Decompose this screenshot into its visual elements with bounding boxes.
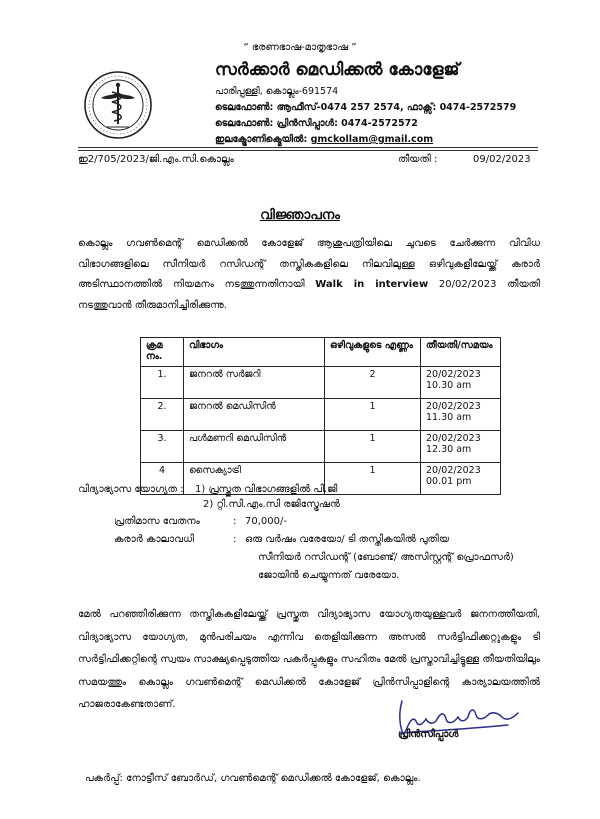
walk-in-label: Walk in interview <box>315 279 429 290</box>
row-time: 10.30 am <box>426 380 472 391</box>
office-phone: ടെലഫോൺ: ആഫീസ്-0474 257 2574, ഫാക്സ്: 0474-2572579 <box>215 102 517 113</box>
principal-title: പ്രിൻസിപ്പാൾ <box>398 729 459 740</box>
qualification-2: 2) റ്റി.സി.എം.സി രജിസ്ട്രേഷൻ <box>203 499 340 510</box>
row-vacancies: 1 <box>325 463 421 495</box>
intro-paragraph <box>78 234 540 316</box>
row-time: 00.01 pm <box>426 476 472 487</box>
table-row <box>141 399 501 431</box>
notice-heading-text: വിജ്ഞാപനം <box>260 207 340 223</box>
row-vacancies: 1 <box>325 431 421 463</box>
contract-term-colon: : <box>233 534 237 545</box>
row-date: 20/02/2023 <box>426 433 481 444</box>
row-department: പൾമണറി മെഡിസിൻ <box>184 431 325 463</box>
row-serial: 1. <box>141 367 184 399</box>
row-serial: 2. <box>141 399 184 431</box>
row-serial: 3. <box>141 431 184 463</box>
row-vacancies: 2 <box>325 367 421 399</box>
row-date-time <box>421 431 501 463</box>
row-department: ജനറൽ മെഡിസിൻ <box>184 399 325 431</box>
contract-term-line2: സീനിയർ റസിഡന്റ് (ബോണ്ട്/ അസിസ്റ്റന്റ് പ്രൊഫസർ) <box>258 552 514 563</box>
row-time: 12.30 am <box>426 444 472 455</box>
reference-number: ഇ2/705/2023/ജി.എം.സി.കൊല്ലം <box>78 154 234 165</box>
date-label: തീയതി : <box>398 154 438 165</box>
row-department: ജനറൽ സർജറി <box>184 367 325 399</box>
email-label: ഇലക്ട്രോണിക്മെയിൽ: <box>215 134 308 145</box>
row-date-time <box>421 399 501 431</box>
row-time: 11.30 am <box>426 412 472 423</box>
copy-to: പകർപ്പ്: നോട്ടീസ് ബോർഡ്, ഗവൺമെന്റ് മെഡിക്കൽ കോളേജ്, കൊല്ലം. <box>85 773 421 784</box>
table-row <box>141 431 501 463</box>
header-date-time: തീയതി/സമയം <box>421 338 501 367</box>
college-address: പാരിപ്പള്ളി, കൊല്ലം-691574 <box>215 86 339 97</box>
college-name: സർക്കാർ മെഡിക്കൽ കോളേജ് <box>215 60 460 80</box>
closing-paragraph: മേൽ പറഞ്ഞിരിക്കുന്ന തസ്തികകളിലേയ്ക്ക് പ്രസ്തുത വിദ്യാഭ്യാസ യോഗ്യതയുള്ളവർ ജനനത്തീയതി, വിദ്യാഭ്യാസ യോഗ്യത, മുൻപരിചയം എന്നിവ തെളിയിക്കുന്ന അസൽ സർട്ടിഫിക്കറ്റുകളും ടി സർട്ടിഫിക്കറ്റിന്റെ സ്വയം സാക്ഷ്യപ്പെടുത്തിയ പകർപ്പുകളും സഹിതം മേൽ പ്രസ്താവിച്ചിട്ടുള്ള തീയതിയിലും സമയത്തും കൊല്ലം ഗവൺമെന്റ് മെഡിക്കൽ കോളേജ് പ്രിൻസിപ്പാളിന്റെ കാര്യാലയത്തിൽ ഹാജരാകേണ്ടതാണ്. <box>78 609 540 710</box>
notice-heading <box>0 207 600 223</box>
college-emblem <box>83 70 153 140</box>
email-line <box>215 134 433 145</box>
salary-colon: : <box>233 516 237 527</box>
header-department: വിഭാഗം <box>184 338 325 367</box>
intro-text: കൊല്ലം ഗവൺമെന്റ് മെഡിക്കൽ കോളേജ് ആശുപത്രിയിലെ ചുവടെ ചേർക്കുന്ന വിവിധ വിഭാഗങ്ങളിലെ സീനിയർ റസിഡന്റ് തസ്തികകളിലെ നിലവിലുള്ള ഒഴിവുകളിലേയ്ക്ക് കരാർ അടിസ്ഥാനത്തിൽ നിയമനം നടത്തുന്നതിനായി <box>78 238 540 290</box>
row-date: 20/02/2023 <box>426 369 481 380</box>
row-date-time <box>421 367 501 399</box>
qualification-1: 1) പ്രസ്തുത വിഭാഗങ്ങളിൽ പി.ജി <box>195 484 338 495</box>
row-date: 20/02/2023 <box>426 401 481 412</box>
contract-term-line3: ജോയിൻ ചെയ്യുന്നത് വരേയോ. <box>258 570 400 581</box>
notice-date: 09/02/2023 <box>473 154 531 165</box>
salary-label: പ്രതിമാസ വേതനം <box>114 516 200 527</box>
email-link[interactable]: gmckollam@gmail.com <box>310 134 434 145</box>
row-date-time <box>421 463 501 495</box>
contract-term-line1: ഒരു വർഷം വരേയോ/ ടി തസ്തികയിൽ പുതിയ <box>245 534 450 545</box>
contract-term-label: കരാർ കാലാവധി <box>114 534 194 545</box>
qualification-label: വിദ്യാഭ്യാസ യോഗ്യത : <box>78 484 184 495</box>
header-vacancies: ഒഴിവുകളുടെ എണ്ണം <box>325 338 421 367</box>
principal-phone: ടെലഫോൺ: പ്രിൻസിപ്പാൾ: 0474-2572572 <box>215 118 418 129</box>
row-serial: 4 <box>141 463 184 495</box>
row-vacancies: 1 <box>325 399 421 431</box>
row-date: 20/02/2023 <box>426 465 481 476</box>
header-serial: ക്രമ നം. <box>141 338 184 367</box>
motto: “ ഭരണഭാഷ-മാതൃഭാഷ ” <box>243 42 357 53</box>
row-department: സൈക്യാട്രി <box>184 463 325 495</box>
intro-tail: 20/02/2023 തീയതി നടത്തുവാൻ തീരുമാനിച്ചിരിക്കുന്നു. <box>78 279 540 311</box>
table-row <box>141 367 501 399</box>
salary-value: 70,000/- <box>245 516 287 527</box>
header-divider-top <box>78 147 538 148</box>
header-divider-bottom <box>78 150 538 151</box>
table-header-row <box>141 338 501 367</box>
vacancy-table <box>140 337 501 495</box>
